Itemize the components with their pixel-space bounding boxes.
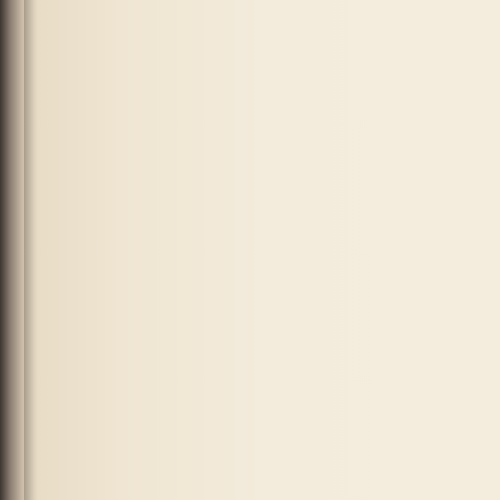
left-text-column bbox=[32, 0, 218, 500]
right-text-column bbox=[224, 0, 496, 500]
